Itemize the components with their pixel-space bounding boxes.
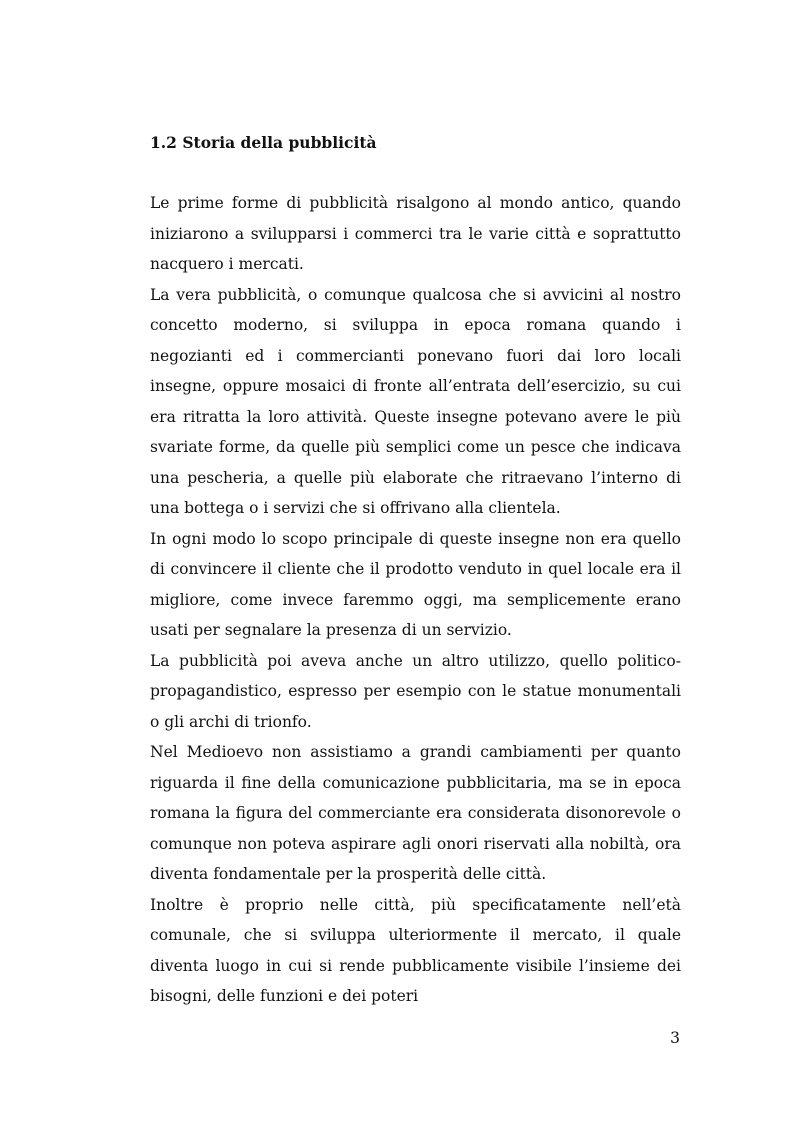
- paragraph: Le prime forme di pubblicità risalgono al mondo antico, quando iniziarono a svilupparsi i commerci tra le varie città e soprattutto nacquero i mercati.: [150, 194, 681, 273]
- paragraph: Inoltre è proprio nelle città, più specificatamente nell’età comunale, che si sviluppa ulteriormente il mercato, il quale diventa luogo in cui si rende pubblicamente visibile l’insieme dei bisogni, delle funzioni e dei poteri: [150, 895, 681, 1005]
- paragraph: Nel Medioevo non assistiamo a grandi cambiamenti per quanto riguarda il fine della comunicazione pubblicitaria, ma se in epoca romana la figura del commerciante era considerata disonorevole o comunque non poteva aspirare agli onori riservati alla nobiltà, ora diventa fondamentale per la prosperità delle città.: [150, 743, 681, 883]
- body-text: [150, 188, 681, 1012]
- paragraph: In ogni modo lo scopo principale di queste insegne non era quello di convincere il cliente che il prodotto venduto in quel locale era il migliore, come invece faremmo oggi, ma semplicemente erano usati per segnalare la presenza di un servizio.: [150, 529, 681, 639]
- section-title: 1.2 Storia della pubblicità: [150, 133, 377, 152]
- page-number: 3: [670, 1029, 680, 1047]
- paragraph: La vera pubblicità, o comunque qualcosa che si avvicini al nostro concetto moderno, si sviluppa in epoca romana quando i negozianti ed i commercianti ponevano fuori dai loro locali insegne, oppure mosaici di fronte all’entrata dell’esercizio, su cui era ritratta la loro attività. Queste insegne potevano avere le più svariate forme, da quelle più semplici come un pesce che indicava una pescheria, a quelle più elaborate che ritraevano l’interno di una bottega o i servizi che si offrivano alla clientela.: [150, 285, 681, 517]
- paragraph: La pubblicità poi aveva anche un altro utilizzo, quello politico-propagandistico, espresso per esempio con le statue monumentali o gli archi di trionfo.: [150, 651, 681, 731]
